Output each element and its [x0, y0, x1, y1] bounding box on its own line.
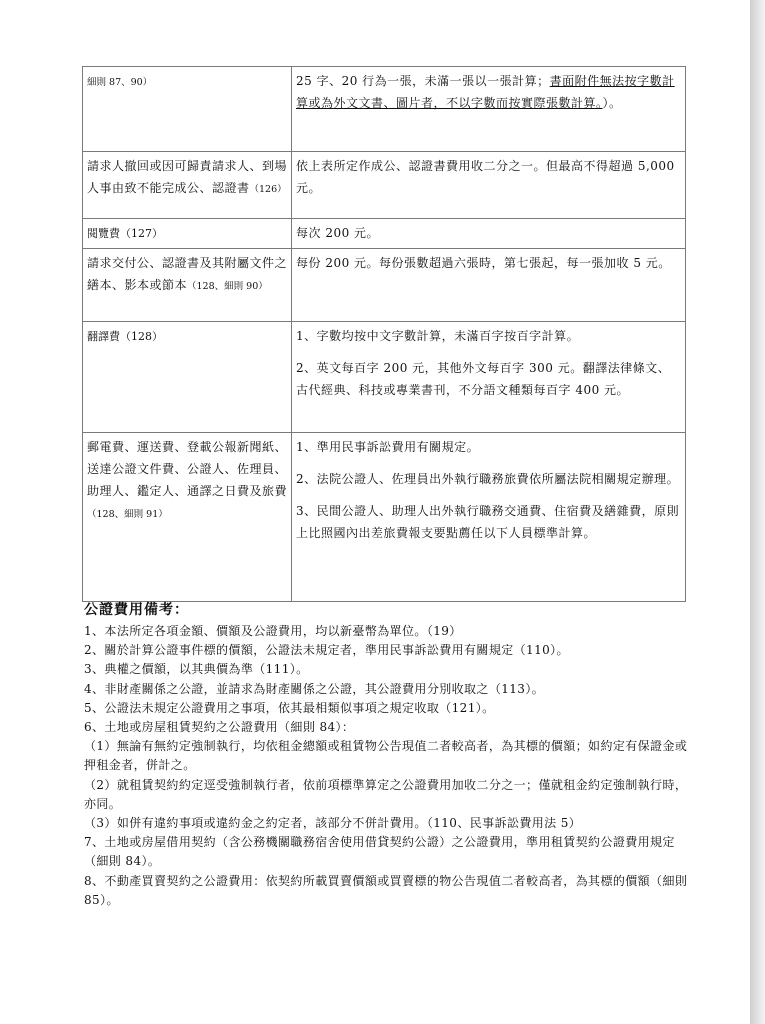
fee-item-text: 郵電費、運送費、登載公報新聞紙、送達公證文件費、公證人、佐理員、助理人、鑑定人、通譯之日費及旅費 [87, 440, 288, 498]
fee-item-ref: 翻譯費（128） [87, 330, 163, 343]
fee-item-text: 請求交付公、認證書及其附屬文件之繕本、影本或節本 [87, 256, 288, 292]
fee-item-cell [83, 322, 292, 433]
table-row [83, 219, 686, 249]
fee-rule-cell [292, 433, 686, 602]
fee-item-ref: 細則 87、90） [87, 77, 153, 88]
fee-rule-item: 1、準用民事訴訟費用有關規定。 [296, 440, 480, 454]
fee-rule-cell [292, 152, 686, 219]
fee-notes [84, 600, 694, 910]
fee-item-cell [83, 433, 292, 602]
fee-rule-cell [292, 219, 686, 249]
fee-rule-item: 2、英文每百字 200 元，其他外文每百字 300 元。翻譯法律條文、古代經典、科技或專業書刊，不分語文種類每百字 400 元。 [296, 361, 671, 397]
table-row [83, 433, 686, 602]
fee-rule-text: 依上表所定作成公、認證書費用收二分之一。但最高不得超過 5,000 元。 [296, 159, 675, 195]
fee-item-ref: 閱覽費（127） [87, 227, 163, 240]
fee-item-cell [83, 249, 292, 322]
fee-rule-item: 2、法院公證人、佐理員出外執行職務旅費依所屬法院相關規定辦理。 [296, 472, 680, 486]
table-row [83, 67, 686, 152]
note-line: 8、不動產買賣契約之公證費用：依契約所載買賣價額或買賣標的物公告現值二者較高者，為其標的價額（細則 85）。 [84, 873, 688, 907]
page-edge [750, 0, 765, 1024]
fee-table [82, 66, 686, 602]
note-line: 6、土地或房屋租賃契約之公證費用（細則 84）： [84, 720, 355, 735]
note-line: 3、典權之價額，以其典價為準（111）。 [84, 662, 309, 677]
fee-item-ref: （128、細則 90） [187, 281, 268, 292]
fee-rule-text: 每份 200 元。每份張數超過六張時，第七張起，每一張加收 5 元。 [296, 256, 671, 270]
note-line: （1）無論有無約定強制執行，均依租金總額或租賃物公告現值二者較高者，為其標的價額；如約定有保證金或押租金者，併計之。 [84, 739, 688, 773]
fee-item-ref: （126） [249, 184, 287, 195]
fee-item-text: 請求人撤回或因可歸責請求人、到場人事由致不能完成公、認證書 [87, 159, 288, 195]
fee-rule-cell [292, 67, 686, 152]
fee-rule-cell [292, 322, 686, 433]
fee-rule-text: 每次 200 元。 [296, 226, 380, 240]
note-line: 4、非財產關係之公證，並請求為財產關係之公證，其公證費用分別收取之（113）。 [84, 681, 545, 696]
fee-rule-item: 3、民間公證人、助理人出外執行職務交通費、住宿費及繕雜費，原則上比照國內出差旅費報支要點薦任以下人員標準計算。 [296, 504, 680, 540]
fee-item-cell [83, 219, 292, 249]
fee-item-cell [83, 152, 292, 219]
table-row [83, 249, 686, 322]
fee-rule-tail: ）。 [602, 96, 622, 110]
note-line: 7、土地或房屋借用契約（含公務機關職務宿舍使用借貸契約公證）之公證費用，準用租賃契約公證費用規定（細則 84）。 [84, 835, 675, 869]
fee-rule-item: 1、字數均按中文字數計算，未滿百字按百字計算。 [296, 329, 580, 343]
note-line: 2、關於計算公證事件標的價額，公證法未規定者，準用民事訴訟費用有關規定（110）。 [84, 643, 569, 658]
fee-item-ref: （128、細則 91） [87, 509, 168, 520]
table-row [83, 322, 686, 433]
fee-rule-underlined: 書面附件無法按字數計算或為外文文書、圖片者，不以字數而按實際張數計算。 [296, 74, 675, 110]
note-line: 1、本法所定各項金額、價額及公證費用，均以新臺幣為單位。（19） [84, 624, 462, 638]
note-line: 5、公證法未規定公證費用之事項，依其最相類似事項之規定收取（121）。 [84, 700, 495, 715]
table-row [83, 152, 686, 219]
fee-rule-text: 25 字、20 行為一張，未滿一張以一張計算； [296, 74, 550, 88]
fee-item-cell [83, 67, 292, 152]
note-line: （3）如併有違約事項或違約金之約定者，該部分不併計費用。（110、民事訴訟費用法 5） [84, 816, 582, 831]
fee-rule-cell [292, 249, 686, 322]
note-line: （2）就租賃契約約定逕受強制執行者，依前項標準算定之公證費用加收二分之一；僅就租金約定強制執行時，亦同。 [84, 777, 688, 811]
notes-heading: 公證費用備考： [84, 602, 189, 618]
